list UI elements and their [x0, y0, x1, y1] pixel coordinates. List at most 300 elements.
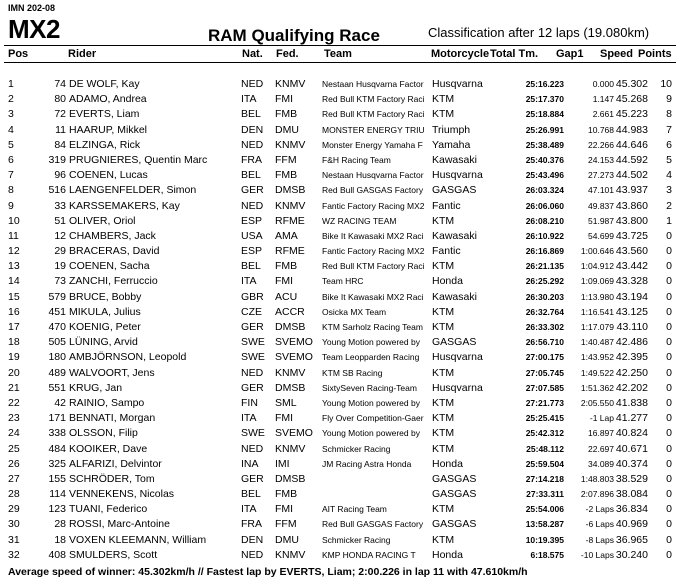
table-row	[0, 244, 680, 259]
row-position: 20	[8, 366, 20, 379]
row-nationality: ESP	[241, 214, 263, 227]
row-rider: WALVOORT, Jens	[69, 366, 155, 379]
row-team: Young Motion powered by	[322, 428, 420, 439]
row-gap: -2 Laps	[585, 504, 614, 515]
row-points: 0	[666, 488, 672, 501]
row-number: 84	[54, 138, 66, 151]
row-team: KTM Sarholz Racing Team	[322, 322, 423, 332]
row-nationality: ITA	[241, 412, 257, 425]
row-number: 51	[54, 214, 66, 227]
row-nationality: ITA	[241, 93, 257, 106]
row-team: F&H Racing Team	[322, 154, 391, 165]
page-title: RAM Qualifying Race	[208, 26, 380, 45]
row-position: 24	[8, 427, 20, 440]
table-row	[0, 442, 680, 457]
row-points: 0	[666, 503, 672, 516]
table-row	[0, 320, 680, 335]
row-total-time: 25:16.223	[525, 79, 564, 89]
row-rider: KRUG, Jan	[69, 381, 123, 394]
classification-info: Classification after 12 laps (19.080km)	[428, 25, 650, 40]
row-total-time: 25:40.376	[525, 154, 564, 165]
row-position: 22	[8, 396, 20, 409]
row-team: Fly Over Competition-Gaer	[322, 413, 424, 424]
row-motorcycle: KTM	[432, 442, 455, 455]
row-speed: 42.486	[615, 336, 648, 349]
table-row	[0, 214, 680, 229]
row-motorcycle: Kawasaki	[432, 153, 477, 166]
row-team: Schmicker Racing	[322, 443, 391, 454]
row-nationality: DEN	[241, 533, 264, 546]
row-position: 16	[8, 305, 20, 318]
row-rider: CHAMBERS, Jack	[69, 229, 156, 242]
row-gap: -8 Laps	[585, 534, 614, 545]
row-points: 0	[666, 305, 672, 318]
row-speed: 43.725	[615, 229, 648, 242]
row-number: 18	[54, 533, 66, 546]
row-rider: COENEN, Lucas	[69, 169, 148, 182]
row-federation: RFME	[275, 214, 305, 227]
row-points: 0	[666, 260, 672, 273]
row-federation: FMB	[275, 108, 298, 121]
row-number: 73	[54, 275, 66, 288]
row-points: 6	[666, 138, 672, 151]
row-gap: 1:16.541	[580, 306, 614, 317]
row-federation: DMSB	[275, 381, 306, 394]
row-number: 28	[54, 518, 66, 531]
row-team: SixtySeven Racing-Team	[322, 382, 417, 393]
row-motorcycle: Husqvarna	[432, 78, 483, 90]
header-bottom-rule	[4, 62, 676, 63]
row-total-time: 26:10.922	[525, 230, 564, 241]
table-row	[0, 487, 680, 502]
row-motorcycle: KTM	[432, 108, 455, 121]
row-rider: SCHRÖDER, Tom	[69, 472, 155, 485]
row-number: 408	[48, 548, 66, 561]
row-points: 0	[666, 366, 672, 379]
row-gap: 1:40.487	[580, 337, 614, 348]
row-team: Red Bull GASGAS Factory	[322, 519, 424, 530]
row-team: Red Bull KTM Factory Raci	[322, 109, 425, 120]
row-speed: 43.937	[615, 184, 648, 197]
row-gap: 2:05.550	[580, 397, 614, 408]
row-total-time: 26:25.292	[525, 276, 564, 287]
row-nationality: CZE	[241, 305, 262, 318]
row-number: 33	[54, 199, 66, 212]
table-row	[0, 533, 680, 548]
row-motorcycle: KTM	[432, 93, 455, 106]
table-row	[0, 517, 680, 532]
row-position: 19	[8, 351, 20, 364]
row-points: 8	[666, 108, 672, 121]
row-total-time: 27:14.218	[525, 473, 564, 484]
row-team: MONSTER ENERGY TRIU	[322, 124, 425, 135]
row-speed: 40.969	[615, 518, 648, 531]
row-points: 0	[666, 412, 672, 425]
table-row	[0, 290, 680, 305]
row-position: 2	[8, 93, 14, 106]
row-federation: DMSB	[275, 184, 306, 197]
row-number: 155	[48, 472, 66, 485]
row-rider: RAINIO, Sampo	[69, 396, 145, 409]
row-total-time: 26:56.710	[525, 337, 564, 348]
row-federation: FMB	[275, 169, 298, 182]
row-total-time: 25:18.884	[525, 109, 564, 120]
row-number: 319	[48, 153, 66, 166]
row-federation: FMI	[275, 503, 294, 516]
row-total-time: 27:00.175	[525, 352, 564, 363]
row-points: 0	[666, 518, 672, 531]
row-gap: 1:17.079	[580, 322, 614, 332]
row-gap: 16.897	[588, 428, 614, 439]
row-nationality: NED	[241, 199, 264, 212]
row-team: Nestaan Husqvarna Factor	[322, 79, 424, 89]
row-position: 28	[8, 488, 20, 501]
row-gap: 22.697	[588, 443, 614, 454]
row-position: 31	[8, 533, 20, 546]
row-motorcycle: KTM	[432, 260, 455, 273]
row-motorcycle: Honda	[432, 275, 463, 288]
row-points: 1	[666, 214, 672, 227]
row-federation: FMI	[275, 93, 294, 106]
row-nationality: BEL	[241, 108, 261, 121]
row-rider: KOENIG, Peter	[69, 321, 141, 333]
header-motorcycle: Motorcycle	[431, 48, 490, 60]
table-row	[0, 457, 680, 472]
row-team: Young Motion powered by	[322, 397, 420, 408]
class-name: MX2	[8, 14, 60, 44]
row-gap: 1:04.912	[580, 261, 614, 272]
row-nationality: GER	[241, 184, 264, 197]
row-nationality: SWE	[241, 351, 265, 364]
row-rider: OLSSON, Filip	[69, 427, 138, 440]
row-motorcycle: KTM	[432, 321, 455, 333]
row-federation: DMU	[275, 123, 299, 136]
row-rider: HAARUP, Mikkel	[69, 123, 147, 136]
row-points: 0	[666, 336, 672, 349]
row-points: 0	[666, 290, 672, 303]
row-nationality: BEL	[241, 260, 261, 273]
row-rider: SMULDERS, Scott	[69, 548, 158, 561]
row-number: 484	[48, 442, 66, 455]
table-row	[0, 274, 680, 289]
row-nationality: ITA	[241, 275, 257, 288]
row-speed: 41.277	[615, 412, 648, 425]
row-points: 0	[666, 275, 672, 288]
row-gap: 1:51.362	[580, 382, 614, 393]
row-gap: 1:49.522	[580, 367, 614, 378]
row-federation: FMI	[275, 412, 294, 425]
row-number: 325	[48, 457, 66, 470]
row-motorcycle: Triumph	[432, 123, 471, 136]
row-nationality: SWE	[241, 427, 265, 440]
row-speed: 38.084	[615, 488, 648, 501]
row-number: 451	[48, 305, 66, 318]
row-number: 11	[55, 123, 66, 136]
header-nat: Nat.	[242, 48, 263, 60]
row-position: 10	[8, 214, 20, 227]
table-row	[0, 396, 680, 411]
row-motorcycle: KTM	[432, 427, 455, 440]
row-rider: PRUGNIERES, Quentin Marc	[69, 153, 208, 166]
row-team: Fantic Factory Racing MX2	[322, 246, 425, 257]
row-rider: OLIVER, Oriol	[69, 214, 136, 227]
row-gap: 47.101	[588, 185, 614, 196]
row-rider: KOOIKER, Dave	[69, 442, 148, 455]
row-speed: 45.268	[615, 93, 648, 106]
table-row	[0, 153, 680, 168]
row-rider: BENNATI, Morgan	[69, 412, 156, 425]
row-gap: 1.147	[592, 94, 614, 105]
row-speed: 30.240	[615, 548, 648, 561]
row-federation: DMSB	[275, 472, 306, 485]
row-points: 0	[666, 321, 672, 333]
row-nationality: BEL	[241, 488, 261, 501]
row-points: 0	[666, 396, 672, 409]
row-rider: MIKULA, Julius	[69, 305, 141, 318]
row-total-time: 26:33.302	[525, 322, 564, 332]
row-motorcycle: KTM	[432, 396, 455, 409]
row-speed: 40.374	[615, 457, 648, 470]
row-position: 18	[8, 336, 20, 349]
row-position: 1	[8, 78, 14, 90]
row-motorcycle: GASGAS	[432, 488, 477, 501]
table-header	[0, 46, 680, 62]
row-points: 0	[666, 427, 672, 440]
row-points: 4	[666, 169, 672, 182]
row-speed: 43.328	[615, 275, 648, 288]
header-speed: Speed	[600, 48, 634, 60]
row-speed: 42.250	[615, 366, 648, 379]
row-motorcycle: Yamaha	[432, 138, 471, 151]
table-row	[0, 123, 680, 138]
row-position: 27	[8, 472, 20, 485]
row-nationality: NED	[241, 442, 264, 455]
row-total-time: 25:25.415	[525, 413, 564, 424]
row-points: 0	[666, 442, 672, 455]
row-points: 0	[666, 472, 672, 485]
row-total-time: 6:18.575	[530, 549, 564, 560]
table-row	[0, 350, 680, 365]
row-points: 2	[666, 199, 672, 212]
row-total-time: 27:07.585	[525, 382, 564, 393]
row-position: 11	[8, 229, 19, 242]
row-motorcycle: GASGAS	[432, 472, 477, 485]
row-gap: 22.266	[588, 139, 614, 150]
row-motorcycle: Honda	[432, 548, 463, 561]
row-points: 9	[666, 93, 672, 106]
row-nationality: SWE	[241, 336, 265, 349]
row-gap: 2.661	[592, 109, 614, 120]
row-team: Team HRC	[322, 276, 364, 287]
row-number: 516	[48, 184, 66, 197]
row-number: 114	[49, 488, 66, 501]
row-position: 25	[8, 442, 20, 455]
row-gap: 49.837	[588, 200, 614, 211]
row-position: 12	[8, 245, 20, 258]
row-team: Schmicker Racing	[322, 534, 391, 545]
row-points: 0	[666, 533, 672, 546]
row-nationality: FIN	[241, 396, 258, 409]
row-federation: RFME	[275, 245, 305, 258]
row-number: 470	[48, 321, 66, 333]
row-team: Red Bull KTM Factory Raci	[322, 261, 425, 272]
row-position: 3	[8, 108, 14, 121]
row-position: 29	[8, 503, 20, 516]
row-rider: DE WOLF, Kay	[69, 78, 140, 90]
row-total-time: 25:48.112	[526, 443, 564, 454]
row-rider: VENNEKENS, Nicolas	[69, 488, 175, 501]
row-number: 12	[54, 229, 66, 242]
row-position: 8	[8, 184, 14, 197]
row-position: 15	[8, 290, 20, 303]
table-row	[0, 335, 680, 350]
row-speed: 43.125	[615, 305, 648, 318]
row-federation: AMA	[275, 229, 298, 242]
row-gap: 24.153	[588, 154, 614, 165]
row-nationality: INA	[241, 457, 259, 470]
row-rider: ROSSI, Marc-Antoine	[69, 518, 170, 531]
row-team: Team Leopparden Racing	[322, 352, 420, 363]
table-row	[0, 381, 680, 396]
row-nationality: NED	[241, 138, 264, 151]
row-points: 10	[660, 78, 672, 90]
header-rider: Rider	[68, 48, 97, 60]
row-gap: 2:07.896	[580, 489, 614, 500]
row-team: Bike It Kawasaki MX2 Raci	[322, 291, 424, 302]
row-federation: IMI	[275, 457, 290, 470]
row-federation: ACCR	[275, 305, 305, 318]
row-total-time: 26:30.203	[525, 291, 564, 302]
row-points: 0	[666, 457, 672, 470]
row-speed: 44.592	[615, 153, 648, 166]
document-code: IMN 202-08	[8, 3, 56, 13]
table-row	[0, 77, 680, 92]
row-federation: FFM	[275, 518, 297, 531]
header-gap: Gap1	[556, 48, 584, 60]
row-team: Osicka MX Team	[322, 306, 387, 317]
table-row	[0, 138, 680, 153]
row-speed: 45.302	[615, 78, 648, 90]
table-row	[0, 183, 680, 198]
header-pos: Pos	[8, 48, 28, 60]
row-rider: LAENGENFELDER, Simon	[69, 184, 197, 197]
row-points: 5	[666, 153, 672, 166]
row-total-time: 25:43.496	[525, 170, 564, 181]
row-position: 7	[8, 169, 14, 182]
row-number: 80	[54, 93, 66, 106]
row-gap: 27.273	[588, 170, 614, 181]
row-nationality: NED	[241, 366, 264, 379]
row-number: 180	[48, 351, 66, 364]
row-speed: 43.560	[615, 245, 648, 258]
row-total-time: 26:21.135	[525, 261, 564, 272]
row-gap: -10 Laps	[580, 549, 614, 560]
row-federation: FMB	[275, 488, 298, 501]
row-gap: 1:43.952	[580, 352, 614, 363]
row-team: KTM SB Racing	[322, 367, 383, 378]
row-rider: EVERTS, Liam	[69, 108, 140, 121]
table-row	[0, 92, 680, 107]
row-total-time: 26:16.869	[525, 246, 564, 257]
row-gap: -1 Lap	[589, 413, 614, 424]
row-number: 19	[54, 260, 66, 273]
row-federation: SML	[275, 396, 297, 409]
row-federation: FFM	[275, 153, 297, 166]
table-row	[0, 168, 680, 183]
row-rider: COENEN, Sacha	[69, 260, 150, 273]
row-points: 0	[666, 381, 672, 394]
table-row	[0, 305, 680, 320]
row-number: 505	[48, 336, 66, 349]
row-position: 26	[8, 457, 20, 470]
row-rider: KARSSEMAKERS, Kay	[69, 199, 180, 212]
row-nationality: GER	[241, 472, 264, 485]
table-row	[0, 229, 680, 244]
row-speed: 43.194	[615, 290, 648, 303]
row-federation: SVEMO	[275, 427, 313, 440]
row-number: 72	[54, 108, 66, 121]
row-total-time: 10:19.395	[525, 534, 564, 545]
row-speed: 43.442	[615, 260, 648, 273]
row-team: Monster Energy Yamaha F	[322, 139, 423, 150]
row-nationality: GBR	[241, 290, 264, 303]
row-total-time: 26:06.060	[525, 200, 564, 211]
row-speed: 43.110	[616, 321, 648, 333]
row-team: JM Racing Astra Honda	[322, 458, 412, 469]
row-number: 96	[54, 169, 66, 182]
row-team: WZ RACING TEAM	[322, 215, 397, 226]
row-nationality: GER	[241, 381, 264, 394]
row-nationality: NED	[241, 78, 264, 90]
row-nationality: BEL	[241, 169, 261, 182]
row-motorcycle: Husqvarna	[432, 351, 483, 364]
row-motorcycle: Kawasaki	[432, 290, 477, 303]
row-gap: 34.089	[588, 458, 614, 469]
row-position: 23	[8, 412, 20, 425]
row-nationality: ESP	[241, 245, 263, 258]
row-team: AIT Racing Team	[322, 504, 387, 515]
row-nationality: GER	[241, 321, 264, 333]
row-rider: ELZINGA, Rick	[69, 138, 141, 151]
row-total-time: 27:05.745	[525, 367, 564, 378]
row-motorcycle: Husqvarna	[432, 381, 483, 394]
row-rider: ZANCHI, Ferruccio	[69, 275, 158, 288]
table-row	[0, 366, 680, 381]
row-points: 0	[666, 245, 672, 258]
row-rider: BRUCE, Bobby	[69, 290, 142, 303]
row-motorcycle: KTM	[432, 366, 455, 379]
row-motorcycle: KTM	[432, 305, 455, 318]
row-total-time: 25:26.991	[525, 124, 564, 135]
header-total-time: Total Tm.	[490, 48, 539, 60]
row-speed: 43.800	[615, 214, 648, 227]
table-row	[0, 502, 680, 517]
header-fed: Fed.	[276, 48, 299, 60]
row-federation: KNMV	[275, 199, 306, 212]
row-speed: 44.502	[615, 169, 648, 182]
row-nationality: USA	[241, 229, 263, 242]
row-federation: FMI	[275, 275, 294, 288]
row-number: 171	[48, 412, 66, 425]
row-federation: KNMV	[275, 78, 306, 90]
table-row	[0, 199, 680, 214]
row-speed: 45.223	[615, 108, 648, 121]
row-speed: 40.671	[615, 442, 648, 455]
row-points: 3	[666, 184, 672, 197]
table-row	[0, 548, 680, 563]
row-federation: DMU	[275, 533, 299, 546]
row-rider: ADAMO, Andrea	[69, 93, 147, 106]
